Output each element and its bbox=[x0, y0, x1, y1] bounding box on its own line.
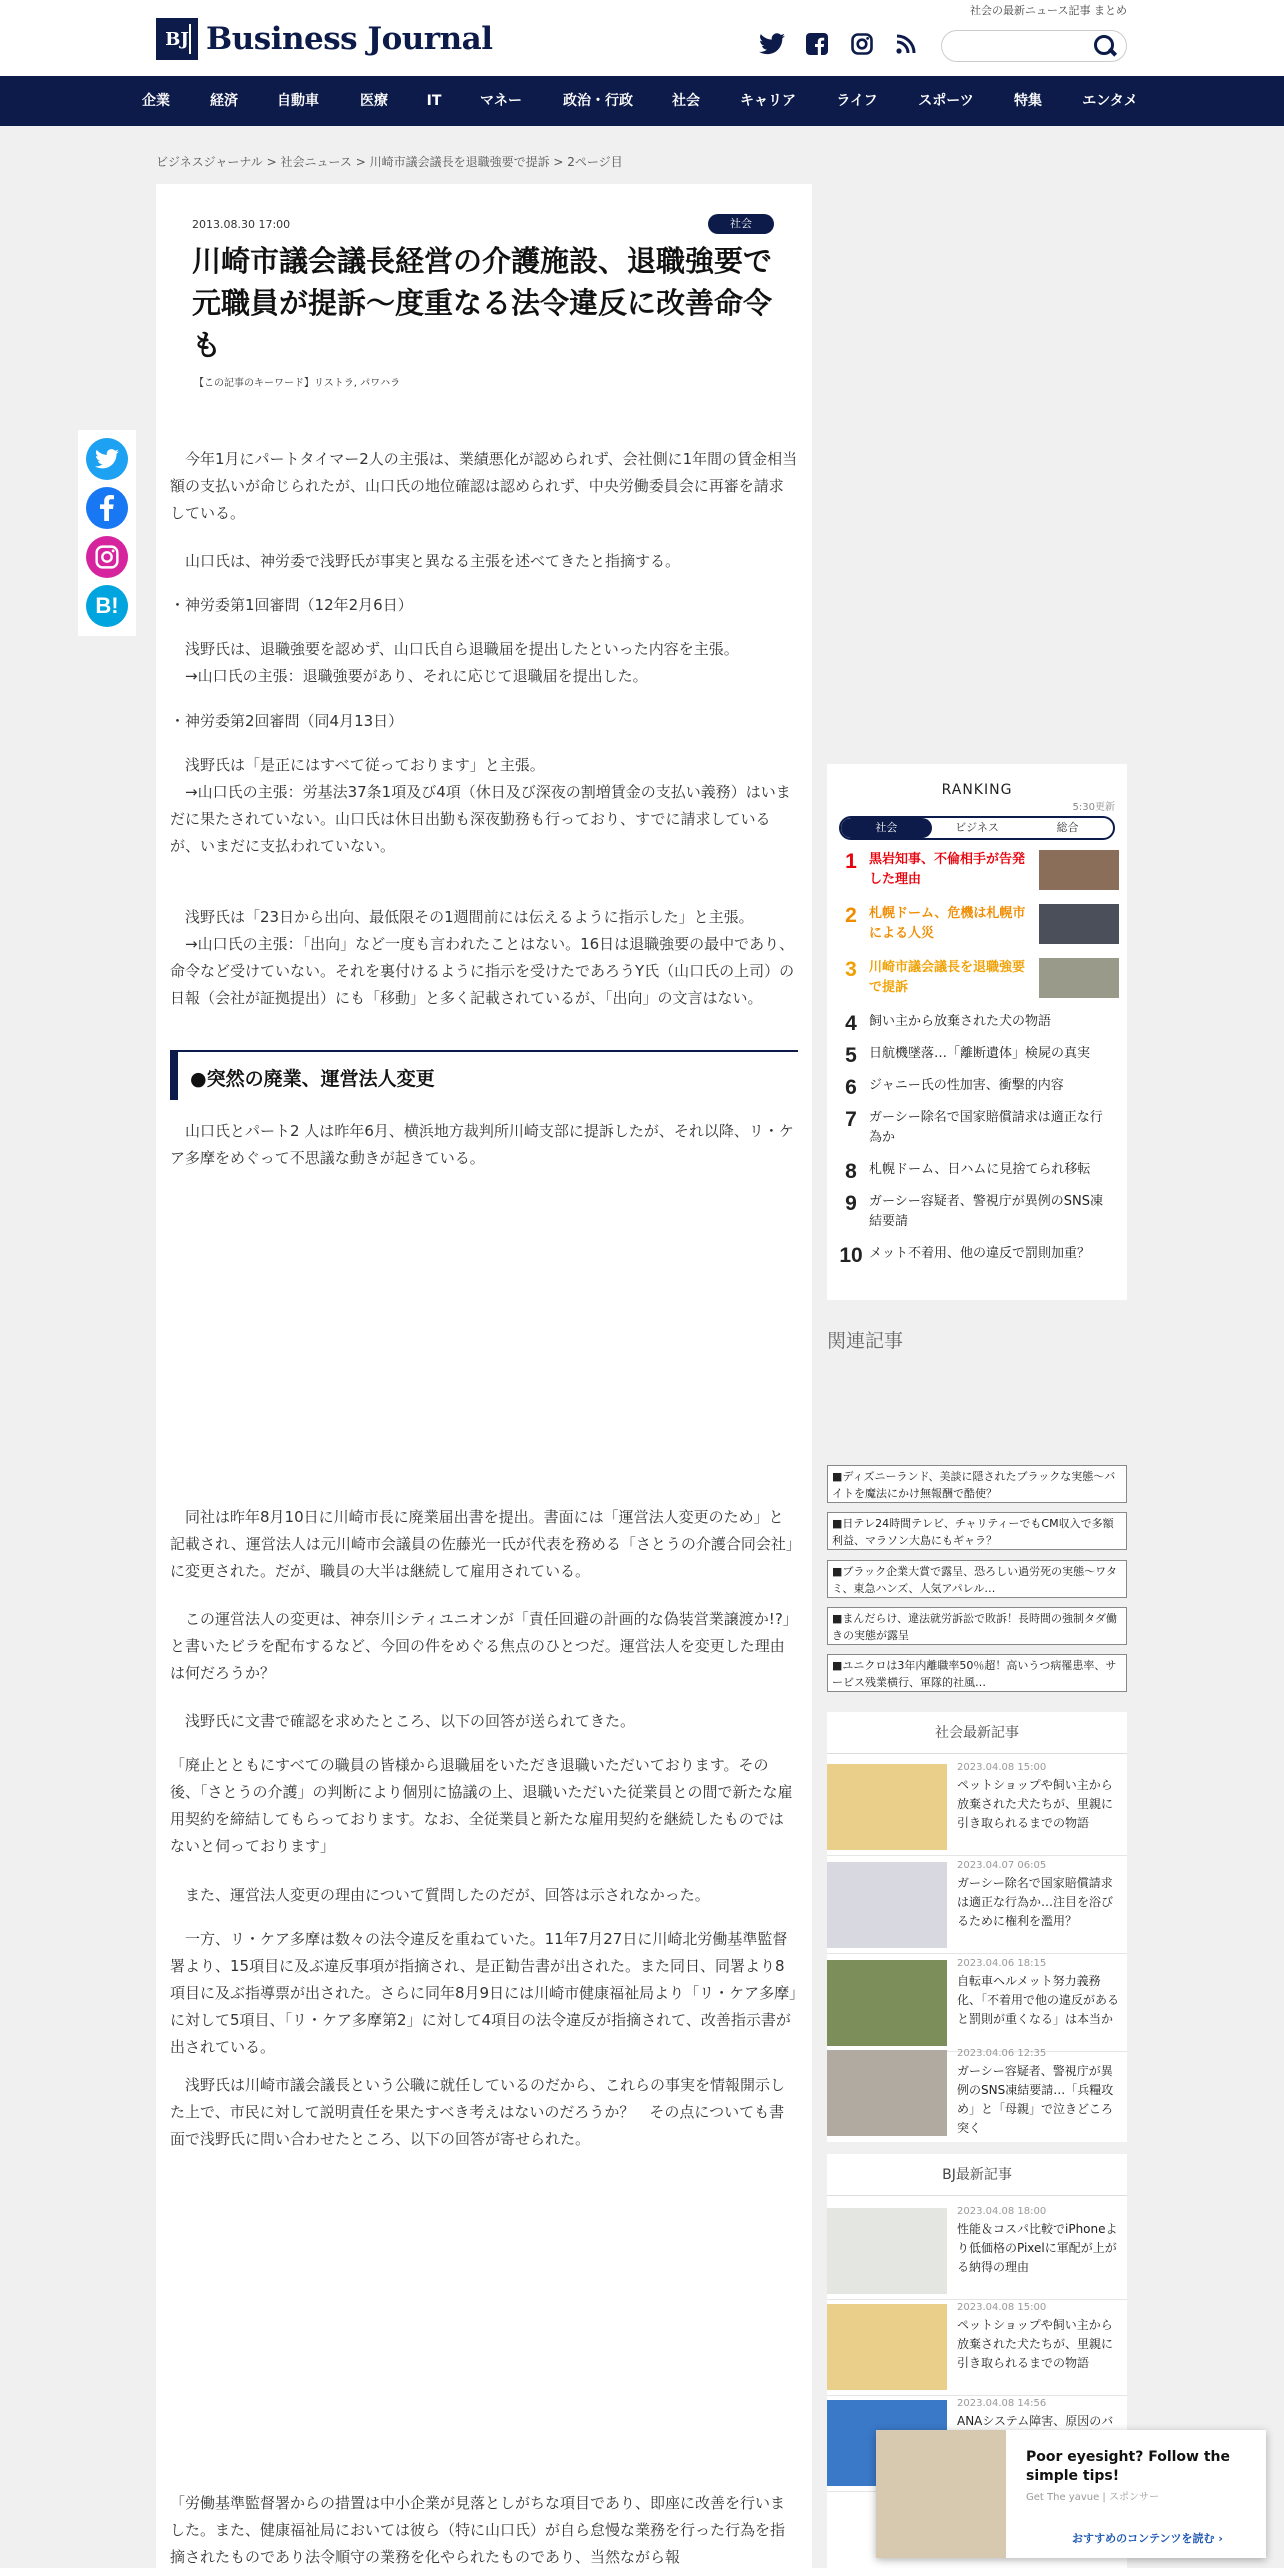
instagram-share-icon[interactable] bbox=[86, 536, 128, 578]
paragraph: 一方、リ・ケア多摩は数々の法令違反を重ねていた。11年7月27日に川崎北労働基準監督署より、15項目に及ぶ違反事項が指摘され、是正勧告書が出された。また同日、同署より8項目に及ぶ指導票が出された。さらに同年8月9日には川崎市健康福祉局より「リ・ケア多摩」に対して5項目、「リ・ケア多摩第2」に対して4項目の法令違反が指摘されて、改善指示書が出されている。 bbox=[170, 1930, 797, 2056]
paragraph: また、運営法人変更の理由について質問したのだが、回答は示されなかった。 bbox=[170, 1886, 710, 1904]
paragraph: 山口氏とパート2 人は昨年6月、横浜地方裁判所川崎支部に提訴したが、それ以降、リ・ケア多摩をめぐって不思議な動きが起きている。 bbox=[170, 1122, 794, 1167]
rank-number: 10 bbox=[839, 1244, 863, 1267]
rank-number: 4 bbox=[845, 1012, 857, 1035]
related-heading: 関連記事 bbox=[827, 1330, 904, 1352]
nav-item-it[interactable]: IT bbox=[426, 93, 442, 109]
rank-number: 8 bbox=[845, 1160, 857, 1183]
ranking-item[interactable] bbox=[839, 958, 1119, 998]
news-item[interactable] bbox=[827, 1760, 1127, 1856]
news-thumbnail bbox=[827, 1862, 947, 1948]
ad-cta-link[interactable]: おすすめのコンテンツを読む › bbox=[1072, 2532, 1223, 2545]
twitter-share-icon[interactable] bbox=[86, 438, 128, 480]
related-link[interactable]: ■ブラック企業大賞で露呈、恐ろしい過労死の実態〜ワタミ、東急ハンズ、人気アパレル… bbox=[827, 1560, 1127, 1598]
news-item[interactable] bbox=[827, 2204, 1127, 2300]
ranking-item[interactable] bbox=[839, 1192, 1119, 1232]
ranking-item[interactable] bbox=[839, 1108, 1119, 1148]
rank-number: 5 bbox=[845, 1044, 857, 1067]
instagram-icon[interactable] bbox=[848, 30, 876, 58]
quote: 「労働基準監督署からの措置は中小企業が見落としがちな項目であり、即座に改善を行いました。また、健康福祉局においては彼ら（特に山口氏）が自ら怠慢な業務を行った行為を指摘されたものであり法令順守の業務を化やられたものであり、当然ながら報 bbox=[170, 2494, 786, 2566]
paragraph: →山口氏の主張：労基法37条1項及び4項（休日及び深夜の割増賃金の支払い義務）はいまだに果たされていない。山口氏は休日出勤も深夜勤務も行っており、すでに請求しているが、いまだに支払われていない。 bbox=[170, 783, 791, 855]
rank-number: 6 bbox=[845, 1076, 857, 1099]
facebook-icon[interactable] bbox=[803, 30, 831, 58]
ranking-title: RANKING bbox=[941, 782, 1013, 798]
main-nav bbox=[0, 76, 1284, 126]
breadcrumb[interactable]: ビジネスジャーナル > 社会ニュース > 川崎市議会議長を退職強要で提訴 > 2ページ目 bbox=[156, 155, 623, 169]
rank-title: 札幌ドーム、日ハムに見捨てられ移転 bbox=[869, 1162, 1091, 1177]
nav-item-career[interactable]: キャリア bbox=[740, 93, 796, 109]
paragraph: この運営法人の変更は、神奈川シティユニオンが「責任回避の計画的な偽装営業譲渡か!?」と書いたビラを配布するなど、今回の件をめぐる焦点のひとつだ。運営法人を変更した理由は何だろうか？ bbox=[170, 1610, 798, 1682]
news-date: 2023.04.08 18:00 bbox=[957, 2206, 1047, 2217]
news-title: ガーシー容疑者、警視庁が異例のSNS凍結要請…「兵糧攻め」と「母親」で泣きどころ突く bbox=[957, 2064, 1114, 2135]
news-title: ガーシー除名で国家賠償請求は適正な行為か…注目を浴びるために権利を濫用？ bbox=[957, 1876, 1114, 1928]
society-latest-section bbox=[827, 1712, 1127, 2142]
tab-society[interactable]: 社会 bbox=[841, 818, 932, 838]
news-date: 2023.04.07 06:05 bbox=[957, 1860, 1047, 1871]
news-item[interactable] bbox=[827, 1956, 1127, 2052]
related-link[interactable]: ■まんだらけ、違法就労訴訟で敗訴！長時間の強制タダ働きの実態が露呈 bbox=[827, 1607, 1127, 1645]
paragraph: →山口氏の主張：「出向」など一度も言われたことはない。16日は退職強要の最中であり、命令など受けていない。それを裏付けるように指示を受けたであろうY氏（山口氏の上司）の日報（会社が証拠提出）にも「移動」と多く記載されているが、「出向」の文言はない。 bbox=[170, 935, 795, 1007]
rank-title: メット不着用、他の違反で罰則加重？ bbox=[869, 1246, 1091, 1261]
paragraph: ・神労委第1回審問（12年2月6日） bbox=[170, 596, 413, 614]
paragraph: 今年1月にパートタイマー2人の主張は、業績悪化が認められず、会社側に1年間の賃金相当額の支払いが命じられたが、山口氏の地位確認は認められず、中央労働委員会に再審を請求している。 bbox=[170, 450, 798, 522]
article-title: 川崎市議会議長経営の介護施設、退職強要で元職員が提訴〜度重なる法令違反に改善命令も bbox=[192, 244, 773, 362]
paragraph: →山口氏の主張：退職強要があり、それに応じて退職届を提出した。 bbox=[170, 667, 648, 685]
search-icon[interactable] bbox=[1094, 35, 1116, 57]
news-thumbnail bbox=[827, 2050, 947, 2136]
tab-overall[interactable]: 総合 bbox=[1056, 821, 1079, 834]
ranking-item[interactable] bbox=[839, 1076, 1119, 1100]
ranking-item[interactable] bbox=[839, 850, 1119, 890]
nav-item-jidosha[interactable]: 自動車 bbox=[277, 93, 319, 109]
news-item[interactable] bbox=[827, 2046, 1127, 2142]
rank-number: 2 bbox=[845, 904, 857, 927]
rank-title: ガーシー除名で国家賠償請求は適正な行為か bbox=[869, 1110, 1103, 1145]
related-link[interactable]: ■ユニクロは3年内離職率50％超！高いうつ病罹患率、サービス残業横行、軍隊的社風… bbox=[827, 1654, 1127, 1692]
rank-title: ジャニー氏の性加害、衝撃的内容 bbox=[869, 1078, 1064, 1093]
news-date: 2023.04.06 12:35 bbox=[957, 2048, 1047, 2059]
news-date: 2023.04.08 15:00 bbox=[957, 2302, 1047, 2313]
rank-number: 9 bbox=[845, 1192, 857, 1215]
news-thumbnail bbox=[827, 1764, 947, 1850]
rank-title: 黒岩知事、不倫相手が告発した理由 bbox=[869, 852, 1026, 887]
ad-image bbox=[876, 2430, 1006, 2558]
quote: 「廃止とともにすべての職員の皆様から退職届をいただき退職いただいております。その後、「さとうの介護」の判断により個別に協議の上、退職いただいた従業員との間で新たな雇用契約を締結してもらっております。なお、全従業員と新たな雇用契約を継続したものではないと伺っております」 bbox=[170, 1756, 793, 1855]
paragraph: 山口氏は、神労委で浅野氏が事実と異なる主張を述べてきたと指摘する。 bbox=[170, 552, 681, 570]
rank-number: 1 bbox=[845, 850, 857, 873]
news-title: ペットショップや飼い主から放棄された犬たちが、里親に引き取られるまでの物語 bbox=[957, 1778, 1114, 1830]
ranking-item[interactable] bbox=[839, 1044, 1119, 1068]
nav-item-keizai[interactable]: 経済 bbox=[210, 93, 238, 109]
article-keywords[interactable]: 【この記事のキーワード】リストラ, パワハラ bbox=[194, 378, 401, 389]
news-item[interactable] bbox=[827, 2300, 1127, 2396]
nav-item-sports[interactable]: スポーツ bbox=[918, 93, 974, 109]
section-title: 社会最新記事 bbox=[827, 1712, 1127, 1754]
nav-item-life[interactable]: ライフ bbox=[836, 93, 878, 109]
rank-thumbnail bbox=[1039, 958, 1119, 998]
search-input[interactable] bbox=[941, 30, 1127, 62]
top-note[interactable]: 社会の最新ニュース記事 まとめ bbox=[970, 4, 1127, 17]
nav-item-money[interactable]: マネー bbox=[480, 93, 522, 109]
article bbox=[156, 184, 812, 2568]
news-thumbnail bbox=[827, 2208, 947, 2294]
paragraph: ・神労委第2回審問（同4月13日） bbox=[170, 712, 404, 730]
rss-icon[interactable] bbox=[892, 30, 920, 58]
paragraph: 浅野氏に文書で確認を求めたところ、以下の回答が送られてきた。 bbox=[170, 1712, 636, 1730]
rank-title: ガーシー容疑者、警視庁が異例のSNS凍結要請 bbox=[869, 1194, 1103, 1229]
ranking-item[interactable] bbox=[839, 1160, 1119, 1184]
paragraph: 浅野氏は川崎市議会議長という公職に就任しているのだから、これらの事実を情報開示した上で、市民に対して説明責任を果たすべき考えはないのだろうか？ その点についても書面で浅野氏に問い合わせたところ、以下の回答が寄せられた。 bbox=[170, 2076, 786, 2148]
ranking-item[interactable] bbox=[839, 1244, 1119, 1268]
related-link[interactable]: ■ディズニーランド、美談に隠されたブラックな実態〜バイトを魔法にかけ無報酬で酷使？ bbox=[827, 1465, 1127, 1503]
news-title: ペットショップや飼い主から放棄された犬たちが、里親に引き取られるまでの物語 bbox=[957, 2318, 1114, 2370]
rank-title: 飼い主から放棄された犬の物語 bbox=[869, 1014, 1052, 1029]
ranking-item[interactable] bbox=[839, 1012, 1119, 1036]
paragraph: 浅野氏は、退職強要を認めず、山口氏自ら退職届を提出したといった内容を主張。 bbox=[170, 640, 739, 658]
news-thumbnail bbox=[827, 2304, 947, 2390]
section-heading bbox=[170, 1050, 798, 1100]
news-title: 自転車ヘルメット努力義務化、「不着用で他の違反があると罰則が重くなる」は本当か bbox=[957, 1974, 1120, 2026]
rank-title: 札幌ドーム、危機は札幌市による人災 bbox=[869, 906, 1026, 941]
news-thumbnail bbox=[827, 1960, 947, 2046]
logo-mark: BJ bbox=[156, 18, 198, 60]
category-badge[interactable]: 社会 bbox=[708, 214, 774, 234]
ranking-item[interactable] bbox=[839, 904, 1119, 944]
section-heading-text: ●突然の廃業、運営法人変更 bbox=[190, 1068, 435, 1090]
rank-title: 日航機墜落…「離断遺体」検屍の真実 bbox=[869, 1046, 1091, 1061]
logo-text: Business Journal bbox=[206, 21, 493, 57]
news-item[interactable] bbox=[827, 1858, 1127, 1954]
share-sidebar bbox=[78, 430, 136, 636]
news-title: 性能＆コスパ比較でiPhoneより低価格のPixelに軍配が上がる納得の理由 bbox=[957, 2222, 1118, 2274]
hatena-bookmark-icon[interactable]: B! bbox=[86, 585, 128, 627]
nav-item-society[interactable]: 社会 bbox=[672, 93, 700, 109]
rank-number: 7 bbox=[845, 1108, 857, 1131]
news-title: ANAシステム障害、原因のバ bbox=[957, 2414, 1114, 2428]
site-logo[interactable] bbox=[156, 17, 493, 61]
paragraph: 浅野氏は「是正にはすべて従っております」と主張。 bbox=[170, 756, 545, 774]
rank-number: 3 bbox=[845, 958, 857, 981]
nav-item-kigyo[interactable]: 企業 bbox=[142, 93, 170, 109]
ranking-tabs bbox=[839, 816, 1115, 840]
rank-title: 川崎市議会議長を退職強要で提訴 bbox=[869, 960, 1026, 995]
facebook-share-icon[interactable] bbox=[86, 487, 128, 529]
nav-item-entame[interactable]: エンタメ bbox=[1082, 93, 1138, 109]
nav-item-politics[interactable]: 政治・行政 bbox=[563, 93, 633, 109]
related-link[interactable]: ■日テレ24時間テレビ、チャリティーでもCM収入で多額利益、マラソン大島にもギャラ？ bbox=[827, 1512, 1127, 1550]
section-title: BJ最新記事 bbox=[827, 2154, 1127, 2196]
tab-business[interactable]: ビジネス bbox=[955, 821, 999, 834]
twitter-icon[interactable] bbox=[758, 30, 786, 58]
ad-sponsor: Get The yavue | スポンサー bbox=[1026, 2492, 1159, 2503]
article-date: 2013.08.30 17:00 bbox=[192, 218, 291, 231]
rank-thumbnail bbox=[1039, 904, 1119, 944]
header bbox=[0, 0, 1284, 76]
news-date: 2023.04.08 14:56 bbox=[957, 2398, 1047, 2409]
paragraph: 浅野氏は「23日から出向、最低限その1週間前には伝えるように指示した」と主張。 bbox=[170, 908, 754, 926]
nav-item-feature[interactable]: 特集 bbox=[1014, 93, 1042, 109]
nav-item-iryo[interactable]: 医療 bbox=[360, 93, 388, 109]
ad-title[interactable]: Poor eyesight? Follow the simple tips! bbox=[1026, 2449, 1230, 2484]
paragraph: 同社は昨年8月10日に川崎市長に廃業届出書を提出。書面には「運営法人変更のため」と記載され、運営法人は元川崎市会議員の佐藤光一氏が代表を務める「さとうの介護合同会社」に変更された。だが、職員の大半は継続して雇用されている。 bbox=[170, 1508, 794, 1580]
news-date: 2023.04.06 18:15 bbox=[957, 1958, 1047, 1969]
ranking-updated: 5:30更新 bbox=[1072, 802, 1115, 813]
ranking-widget bbox=[827, 764, 1127, 1300]
news-date: 2023.04.08 15:00 bbox=[957, 1762, 1047, 1773]
floating-ad[interactable] bbox=[876, 2430, 1266, 2558]
rank-thumbnail bbox=[1039, 850, 1119, 890]
